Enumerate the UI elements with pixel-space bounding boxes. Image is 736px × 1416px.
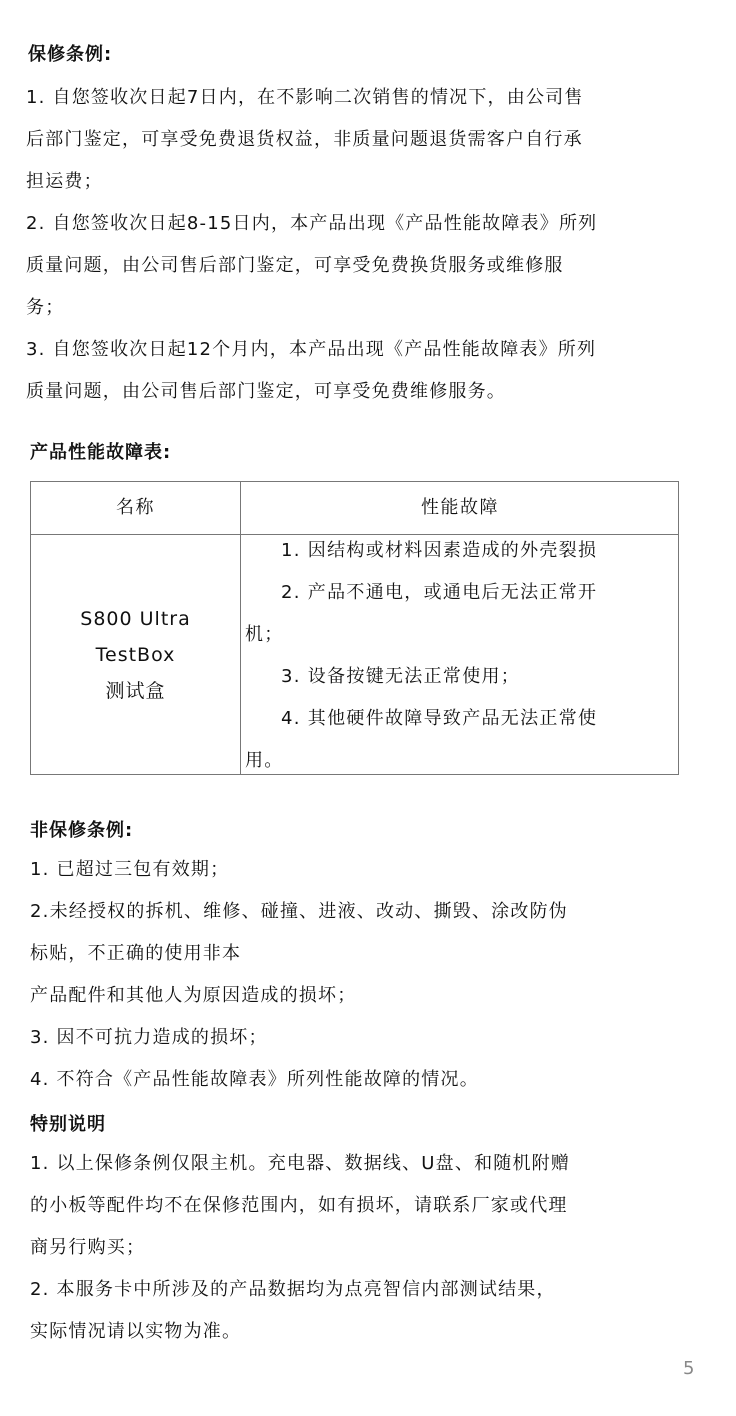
fault-line: 用。 — [245, 750, 284, 771]
special-notes-line: 实际情况请以实物为准。 — [30, 1321, 242, 1342]
special-notes-line: 2. 本服务卡中所涉及的产品数据均为点亮智信内部测试结果， — [30, 1279, 556, 1300]
warranty-line: 担运费； — [26, 171, 103, 192]
product-name-line: S800 Ultra — [80, 608, 191, 630]
warranty-line: 质量问题，由公司售后部门鉴定，可享受免费换货服务或维修服 — [26, 255, 564, 276]
table-header-name: 名称 — [116, 497, 155, 518]
fault-line: 4. 其他硬件故障导致产品无法正常使 — [281, 708, 598, 729]
special-notes-line: 商另行购买； — [30, 1237, 146, 1258]
non-warranty-line: 4. 不符合《产品性能故障表》所列性能故障的情况。 — [30, 1069, 479, 1090]
non-warranty-line: 标贴，不正确的使用非本 — [30, 943, 242, 964]
non-warranty-line: 3. 因不可抗力造成的损坏； — [30, 1027, 268, 1048]
table-header-fault: 性能故障 — [421, 497, 499, 518]
warranty-line: 1. 自您签收次日起7日内，在不影响二次销售的情况下，由公司售 — [26, 87, 584, 108]
warranty-line: 2. 自您签收次日起8-15日内，本产品出现《产品性能故障表》所列 — [26, 213, 598, 234]
fault-line: 机； — [245, 624, 284, 645]
fault-line: 3. 设备按键无法正常使用； — [281, 666, 521, 687]
product-name-line: TestBox — [95, 644, 176, 666]
non-warranty-line: 2.未经授权的拆机、维修、碰撞、进液、改动、撕毁、涂改防伪 — [30, 901, 568, 922]
product-name-cell — [31, 535, 240, 775]
page-number: 5 — [683, 1358, 695, 1379]
non-warranty-title: 非保修条例: — [30, 820, 134, 841]
non-warranty-line: 产品配件和其他人为原因造成的损坏； — [30, 985, 357, 1006]
fault-table-title: 产品性能故障表: — [30, 442, 172, 463]
special-notes-title: 特别说明 — [30, 1114, 106, 1135]
warranty-line: 后部门鉴定，可享受免费退货权益，非质量问题退货需客户自行承 — [26, 129, 583, 150]
non-warranty-line: 1. 已超过三包有效期； — [30, 859, 230, 880]
fault-line: 1. 因结构或材料因素造成的外壳裂损 — [281, 540, 598, 561]
fault-list-cell — [241, 535, 679, 775]
warranty-line: 质量问题，由公司售后部门鉴定，可享受免费维修服务。 — [26, 381, 506, 402]
fault-table — [30, 481, 679, 775]
warranty-line: 3. 自您签收次日起12个月内，本产品出现《产品性能故障表》所列 — [26, 339, 597, 360]
special-notes-line: 的小板等配件均不在保修范围内，如有损坏，请联系厂家或代理 — [30, 1195, 568, 1216]
warranty-line: 务； — [26, 297, 65, 318]
warranty-title: 保修条例: — [28, 44, 113, 65]
product-name-line: 测试盒 — [105, 680, 166, 702]
special-notes-line: 1. 以上保修条例仅限主机。充电器、数据线、U盘、和随机附赠 — [30, 1153, 571, 1174]
fault-line: 2. 产品不通电，或通电后无法正常开 — [281, 582, 598, 603]
